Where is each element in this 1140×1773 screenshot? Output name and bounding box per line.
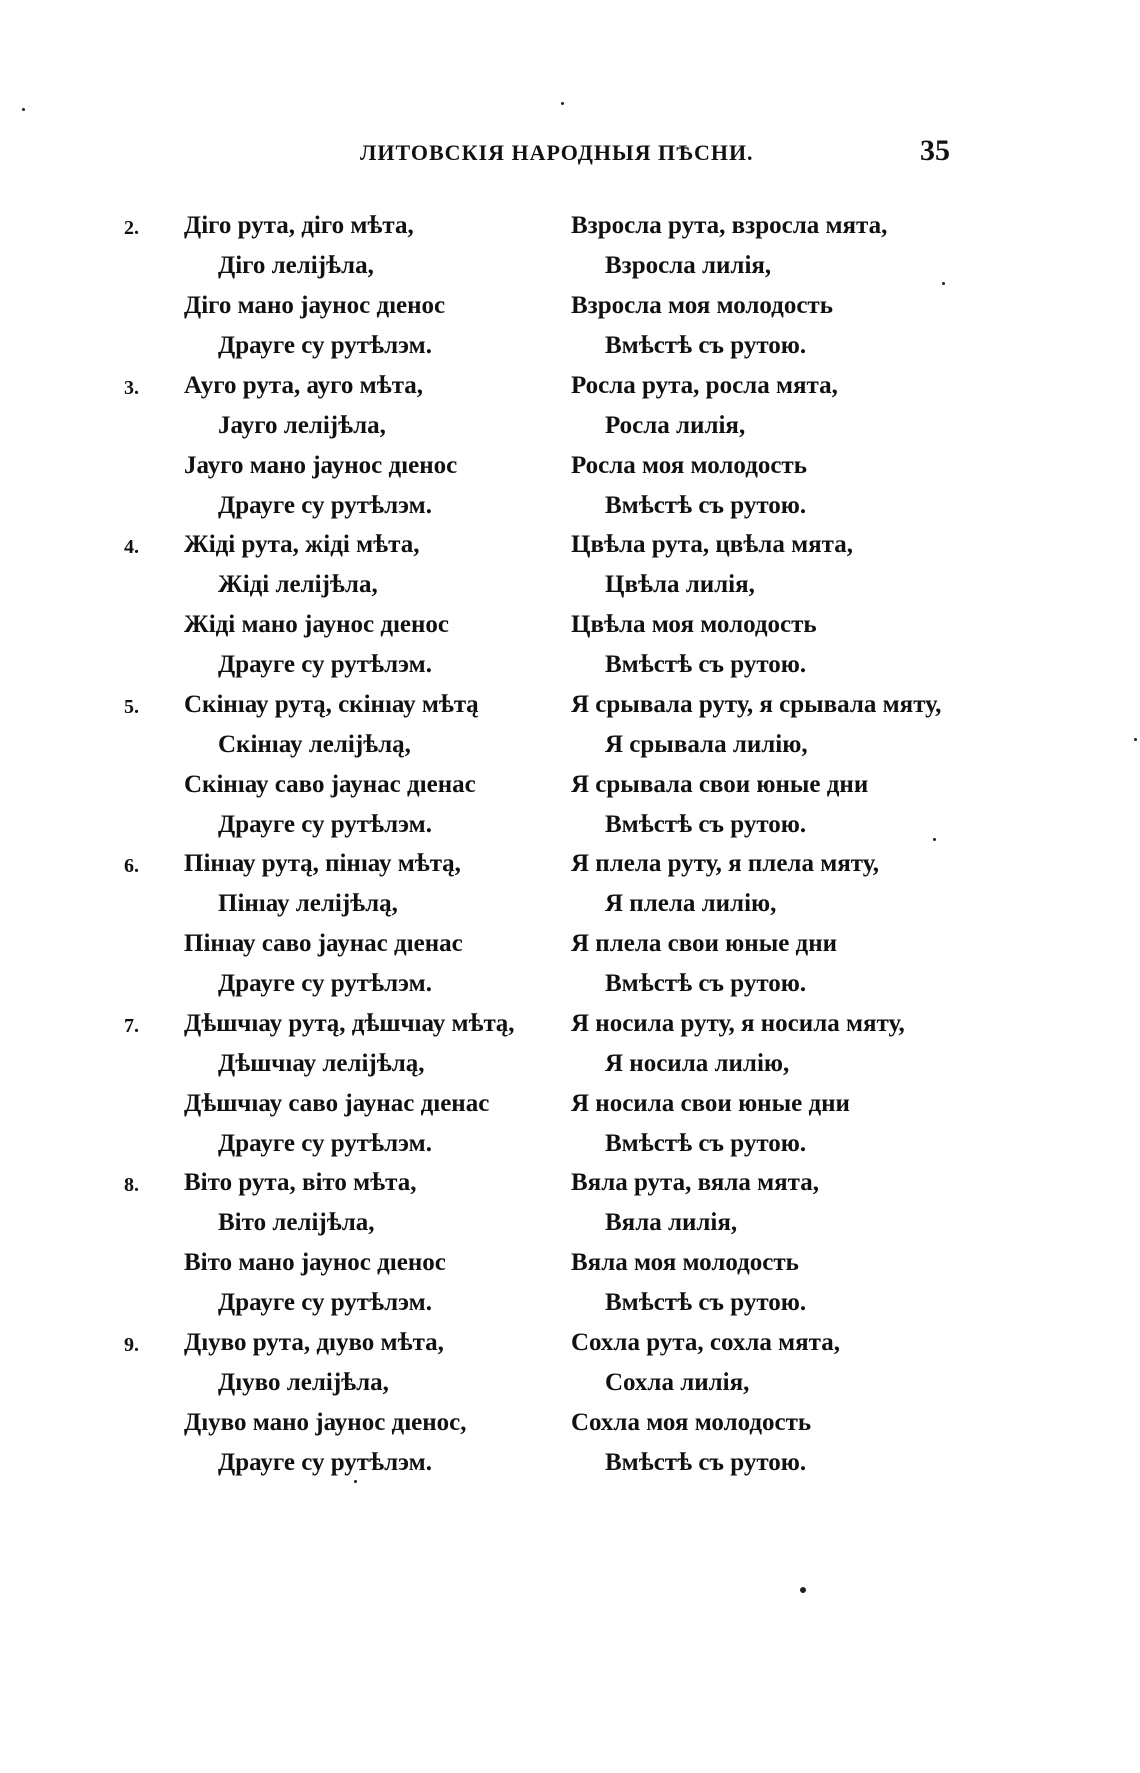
lithuanian-line: Драуге су рутѣлэм. <box>218 651 432 678</box>
lithuanian-line: Драуге су рутѣлэм. <box>218 332 432 359</box>
russian-line: Росла лилія, <box>605 412 746 439</box>
stanza-number: 5. <box>124 696 139 718</box>
stanza <box>0 1011 1140 1171</box>
russian-line: Взросла моя молодость <box>571 292 833 319</box>
stanza <box>0 532 1140 692</box>
lithuanian-line: Скiнıау саво јаунас дıенас <box>184 771 476 798</box>
print-speck <box>22 108 25 111</box>
russian-line: Росла рута, росла мята, <box>571 372 838 399</box>
stanza <box>0 692 1140 852</box>
russian-line: Вмѣстѣ съ рутою. <box>605 970 807 997</box>
russian-line: Сохла рута, сохла мята, <box>571 1329 841 1356</box>
stanza-number: 6. <box>124 855 139 877</box>
russian-line: Вмѣстѣ съ рутою. <box>605 651 807 678</box>
lithuanian-line: Дiго рута, дiго мѣта, <box>184 212 414 239</box>
russian-line: Сохла моя молодость <box>571 1409 812 1436</box>
lithuanian-line: Јауго мано јаунос дıенос <box>184 452 458 479</box>
russian-line: Я срывала лилію, <box>605 731 808 758</box>
russian-line: Вяла моя молодость <box>571 1249 799 1276</box>
stanza-number: 8. <box>124 1174 139 1196</box>
lithuanian-line: Дiго мано јаунос дıенос <box>184 292 446 319</box>
russian-line: Я плела руту, я плела мяту, <box>571 850 879 877</box>
russian-line: Я срывала руту, я срывала мяту, <box>571 691 942 718</box>
print-speck <box>933 838 936 841</box>
lithuanian-line: Жiдi лелiјѣла, <box>218 571 378 598</box>
stanza <box>0 373 1140 533</box>
stanza-number: 3. <box>124 377 139 399</box>
russian-line: Я срывала свои юные дни <box>571 771 869 798</box>
lithuanian-line: Драуге су рутѣлэм. <box>218 970 432 997</box>
russian-line: Я плела свои юные дни <box>571 930 838 957</box>
russian-line: Цвѣла рута, цвѣла мята, <box>571 531 853 558</box>
russian-line: Росла моя молодость <box>571 452 807 479</box>
russian-line: Вмѣстѣ съ рутою. <box>605 1449 807 1476</box>
russian-line: Вмѣстѣ съ рутою. <box>605 1289 807 1316</box>
russian-line: Вяла рута, вяла мята, <box>571 1169 819 1196</box>
print-speck <box>561 102 564 105</box>
russian-line: Я плела лилію, <box>605 890 777 917</box>
print-speck <box>800 1587 806 1593</box>
lithuanian-line: Жiдi рута, жiдi мѣта, <box>184 531 420 558</box>
russian-line: Я носила лилію, <box>605 1050 790 1077</box>
russian-line: Цвѣла лилія, <box>605 571 755 598</box>
russian-line: Взросла рута, взросла мята, <box>571 212 888 239</box>
lithuanian-line: Дѣшчıау лелiјѣлą, <box>218 1050 425 1077</box>
lithuanian-line: Дѣшчıау рутą, дѣшчıау мѣтą, <box>184 1010 515 1037</box>
russian-line: Вмѣстѣ съ рутою. <box>605 492 807 519</box>
stanza <box>0 1170 1140 1330</box>
lithuanian-line: Дıуво рута, дıуво мѣта, <box>184 1329 444 1356</box>
lithuanian-line: Скiнıау рутą, скiнıау мѣтą <box>184 691 479 718</box>
stanza-number: 4. <box>124 536 139 558</box>
lithuanian-line: Ауго рута, ауго мѣта, <box>184 372 424 399</box>
lithuanian-line: Пiнıау лелiјѣлą, <box>218 890 398 917</box>
lithuanian-line: Драуге су рутѣлэм. <box>218 492 432 519</box>
lithuanian-line: Драуге су рутѣлэм. <box>218 1449 432 1476</box>
lithuanian-line: Дiго лелiјѣла, <box>218 252 374 279</box>
stanza <box>0 1330 1140 1490</box>
lithuanian-line: Вiто мано јаунос дıенос <box>184 1249 446 1276</box>
russian-line: Вмѣстѣ съ рутою. <box>605 332 807 359</box>
russian-line: Сохла лилія, <box>605 1369 750 1396</box>
page-number: 35 <box>920 134 950 167</box>
stanza-number: 2. <box>124 217 139 239</box>
lithuanian-line: Драуге су рутѣлэм. <box>218 1130 432 1157</box>
russian-line: Вмѣстѣ съ рутою. <box>605 1130 807 1157</box>
print-speck <box>1134 738 1137 741</box>
lithuanian-line: Драуге су рутѣлэм. <box>218 811 432 838</box>
stanza-number: 9. <box>124 1334 139 1356</box>
stanza <box>0 213 1140 373</box>
lithuanian-line: Скiнıау лелiјѣлą, <box>218 731 411 758</box>
lithuanian-line: Вiто лелiјѣла, <box>218 1209 375 1236</box>
lithuanian-line: Дѣшчıау саво јаунас дıенас <box>184 1090 490 1117</box>
print-speck <box>942 282 945 285</box>
russian-line: Взросла лилія, <box>605 252 772 279</box>
lithuanian-line: Јауго лелiјѣла, <box>218 412 386 439</box>
russian-line: Я носила руту, я носила мяту, <box>571 1010 905 1037</box>
russian-line: Вмѣстѣ съ рутою. <box>605 811 807 838</box>
running-title: ЛИТОВСКІЯ НАРОДНЫЯ ПѢСНИ. <box>360 140 754 165</box>
lithuanian-line: Дıуво лелiјѣла, <box>218 1369 389 1396</box>
stanza-number: 7. <box>124 1015 139 1037</box>
lithuanian-line: Драуге су рутѣлэм. <box>218 1289 432 1316</box>
stanza <box>0 851 1140 1011</box>
print-speck <box>354 1480 357 1483</box>
lithuanian-line: Дıуво мано јаунос дıенос, <box>184 1409 467 1436</box>
lithuanian-line: Вiто рута, вiто мѣта, <box>184 1169 417 1196</box>
russian-line: Я носила свои юные дни <box>571 1090 850 1117</box>
lithuanian-line: Жiдi мано јаунос дıенос <box>184 611 450 638</box>
lithuanian-line: Пiнıау саво јаунас дıенас <box>184 930 463 957</box>
russian-line: Вяла лилія, <box>605 1209 738 1236</box>
russian-line: Цвѣла моя молодость <box>571 611 817 638</box>
lithuanian-line: Пiнıау рутą, пiнıау мѣтą, <box>184 850 461 877</box>
